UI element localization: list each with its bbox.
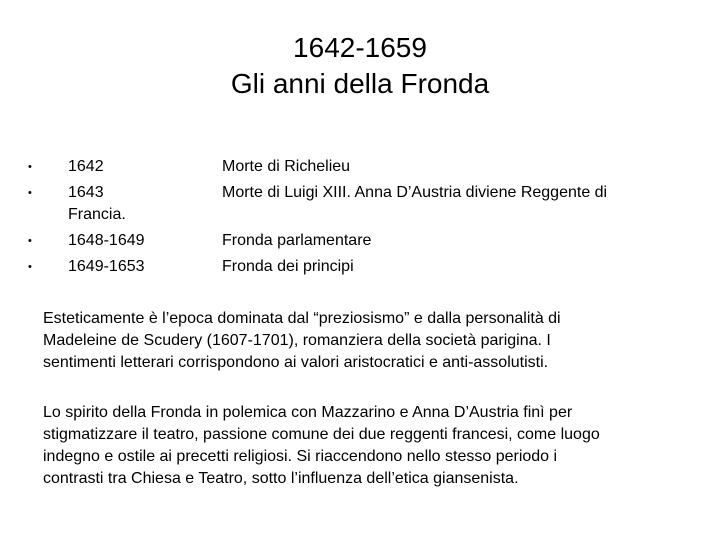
timeline-year: 1642 — [68, 158, 104, 175]
timeline-event: Fronda parlamentare — [222, 232, 372, 249]
timeline-year: 1649-1653 — [68, 258, 145, 275]
bullet-icon: • — [28, 161, 32, 173]
timeline-year: 1648-1649 — [68, 232, 145, 249]
timeline-event: Morte di Richelieu — [222, 158, 351, 175]
bullet-icon: • — [28, 187, 32, 199]
bullet-icon: • — [28, 261, 32, 273]
slide-title — [0, 30, 720, 102]
paragraph-line: Lo spirito della Fronda in polemica con Mazzarino e Anna D’Austria finì per — [43, 404, 573, 421]
timeline-event: Fronda dei principi — [222, 258, 354, 275]
timeline-year: 1643 — [68, 184, 104, 201]
bullet-icon: • — [28, 235, 32, 247]
paragraph-line: contrasti tra Chiesa e Teatro, sotto l’influenza dell’etica giansenista. — [43, 470, 519, 487]
timeline-event: Morte di Luigi XIII. Anna D’Austria diviene Reggente di — [222, 184, 608, 201]
paragraph-line: indegno e ostile ai precetti religiosi. Si riaccendono nello stesso periodo i — [43, 448, 558, 465]
paragraph-line: sentimenti letterari corrispondono ai valori aristocratici e anti-assolutisti. — [43, 354, 549, 371]
title-line-subtitle: Gli anni della Fronda — [230, 68, 490, 99]
paragraph-line: Esteticamente è l’epoca dominata dal “preziosismo” e dalla personalità di — [43, 310, 561, 327]
timeline-event-continuation: Francia. — [68, 206, 126, 223]
paragraph-line: stigmatizzare il teatro, passione comune dei due reggenti francesi, come luogo — [43, 426, 600, 443]
title-line-years: 1642-1659 — [293, 32, 427, 63]
paragraph-aesthetics — [43, 308, 683, 374]
paragraph-line: Madeleine de Scudery (1607-1701), romanziera della società parigina. I — [43, 332, 551, 349]
paragraph-fronda-theatre — [43, 402, 683, 490]
